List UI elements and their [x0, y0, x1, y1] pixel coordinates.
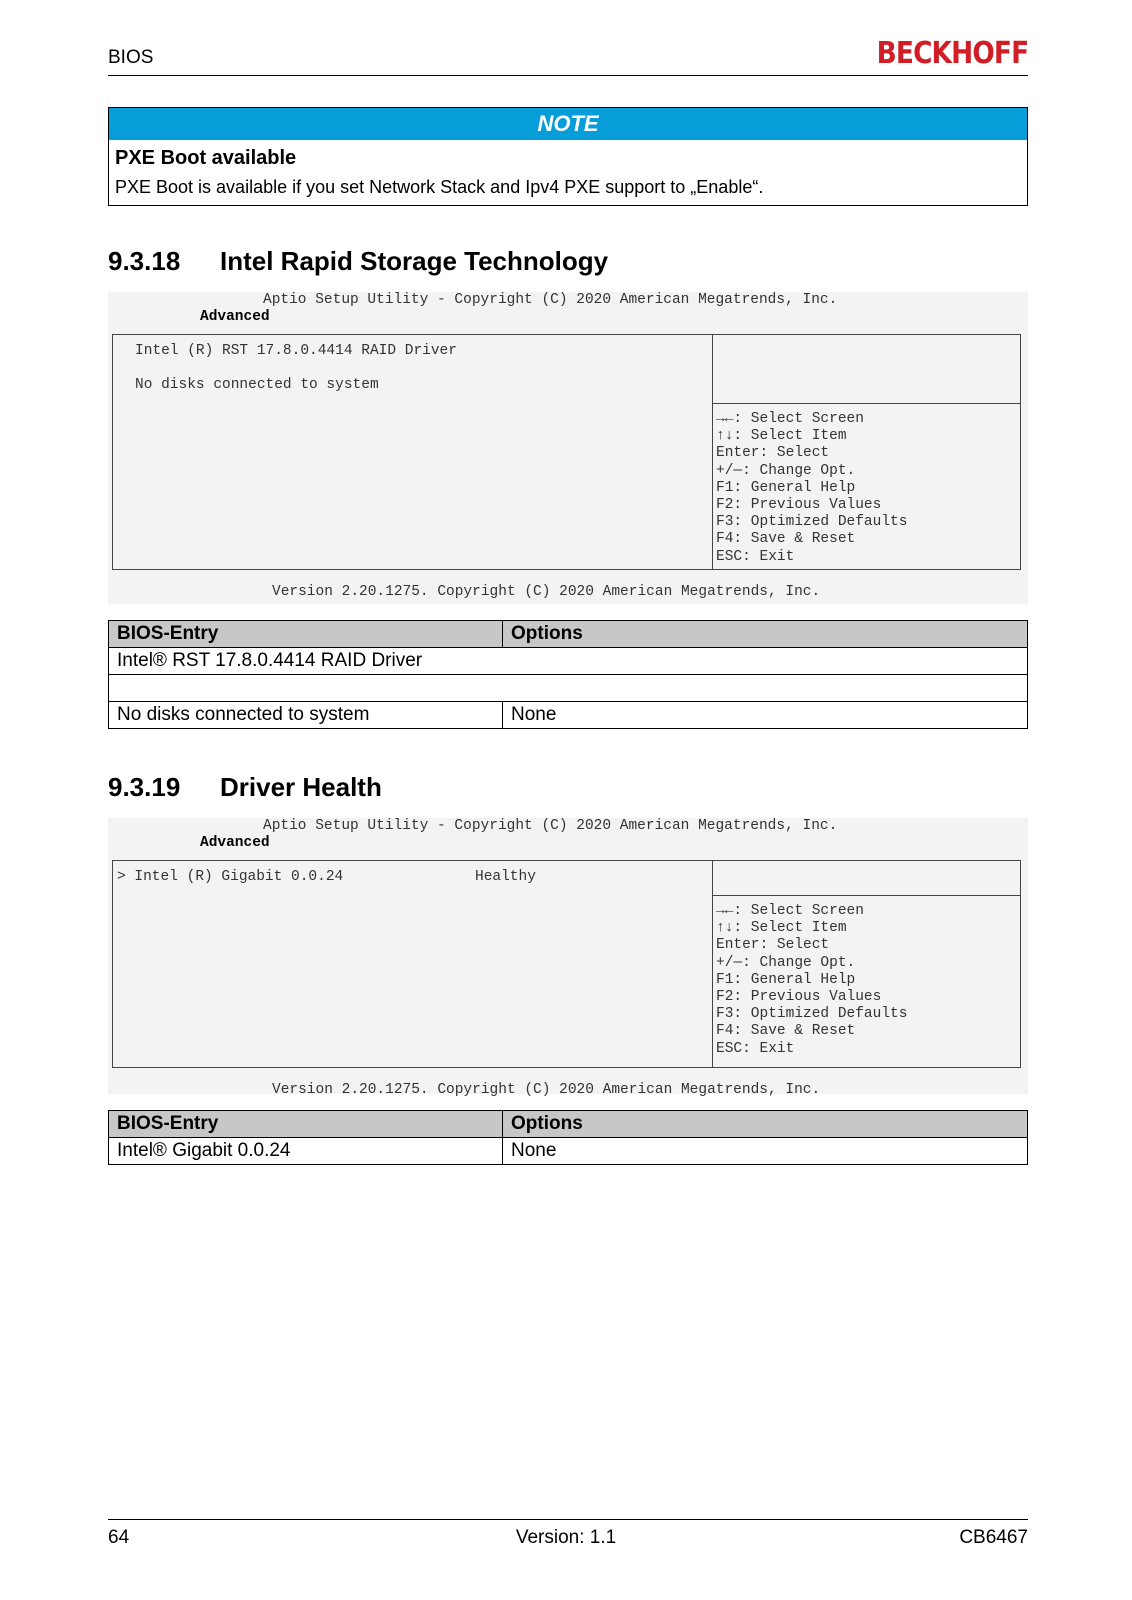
- help-exit: ESC: Exit: [716, 548, 795, 565]
- table-header-row: [109, 621, 1028, 648]
- bios-version: Version 2.20.1275. Copyright (C) 2020 American Megatrends, Inc.: [272, 584, 821, 600]
- bios-version: Version 2.20.1275. Copyright (C) 2020 American Megatrends, Inc.: [272, 1082, 821, 1098]
- note-label: NOTE: [109, 108, 1027, 140]
- help-select-item: ↑↓: Select Item: [716, 920, 847, 937]
- note-title: PXE Boot available: [115, 147, 297, 169]
- note-text: PXE Boot is available if you set Network Stack and Ipv4 PXE support to „Enable“.: [115, 177, 764, 197]
- footer-rule: [108, 1519, 1028, 1520]
- help-select-item: ↑↓: Select Item: [716, 428, 847, 445]
- bios-no-disks-item: No disks connected to system: [135, 377, 379, 393]
- bios-divider: [712, 335, 713, 569]
- section-title: Driver Health: [220, 772, 382, 802]
- bios-rst-driver-item: Intel (R) RST 17.8.0.4414 RAID Driver: [135, 343, 457, 359]
- help-previous: F2: Previous Values: [716, 497, 882, 514]
- table-header-options: Options: [503, 621, 1028, 648]
- header-rule: [108, 75, 1028, 76]
- table-header-row: [109, 1111, 1028, 1138]
- bios-tab-advanced: Advanced: [200, 309, 270, 325]
- table-cell: None: [503, 702, 1028, 729]
- bios-health-status: Healthy: [475, 869, 536, 885]
- bios-tab-advanced: Advanced: [200, 835, 270, 851]
- help-exit: ESC: Exit: [716, 1040, 795, 1057]
- help-save-reset: F4: Save & Reset: [716, 531, 856, 548]
- table-cell: No disks connected to system: [109, 702, 503, 729]
- bios-screen-rst: [108, 292, 1028, 604]
- table-row: [109, 675, 1028, 702]
- bios-screen-driver-health: [108, 818, 1028, 1098]
- bios-table-driver-health: [108, 1110, 1028, 1165]
- help-defaults: F3: Optimized Defaults: [716, 514, 908, 531]
- bios-help-rule: [712, 895, 1020, 896]
- note-box: [108, 107, 1028, 206]
- header-section-label: BIOS: [108, 47, 154, 68]
- table-header-entry: BIOS-Entry: [109, 621, 503, 648]
- help-enter: Enter: Select: [716, 445, 830, 462]
- beckhoff-logo: BECKHOFF: [876, 36, 1028, 71]
- bios-help-list: [716, 903, 907, 1058]
- table-cell: [109, 675, 1028, 702]
- help-previous: F2: Previous Values: [716, 989, 882, 1006]
- bios-divider: [712, 861, 713, 1067]
- section-number: 9.3.18: [108, 246, 181, 276]
- table-cell: Intel® RST 17.8.0.4414 RAID Driver: [109, 648, 1028, 675]
- section-title: Intel Rapid Storage Technology: [220, 246, 609, 276]
- bios-copyright: Aptio Setup Utility - Copyright (C) 2020 American Megatrends, Inc.: [263, 292, 838, 308]
- bios-help-list: [716, 411, 907, 566]
- footer-doc-id: CB6467: [959, 1527, 1028, 1548]
- help-select-screen: →←: Select Screen: [716, 903, 864, 919]
- table-cell: Intel® Gigabit 0.0.24: [109, 1138, 503, 1165]
- bios-copyright: Aptio Setup Utility - Copyright (C) 2020 American Megatrends, Inc.: [263, 818, 838, 834]
- bios-frame: [112, 334, 1021, 570]
- bios-gigabit-item[interactable]: > Intel (R) Gigabit 0.0.24: [117, 869, 344, 885]
- table-header-options: Options: [503, 1111, 1028, 1138]
- footer-page-number: 64: [108, 1527, 130, 1548]
- help-select-screen: →←: Select Screen: [716, 411, 864, 427]
- footer-version: Version: 1.1: [515, 1527, 617, 1548]
- section-number: 9.3.19: [108, 772, 181, 802]
- table-row: [109, 1138, 1028, 1165]
- bios-frame: [112, 860, 1021, 1068]
- help-enter: Enter: Select: [716, 937, 830, 954]
- table-row: [109, 702, 1028, 729]
- help-change-opt: +/—: Change Opt.: [716, 462, 856, 479]
- help-change-opt: +/—: Change Opt.: [716, 954, 856, 971]
- table-row: [109, 648, 1028, 675]
- help-defaults: F3: Optimized Defaults: [716, 1006, 908, 1023]
- bios-help-rule: [712, 403, 1020, 404]
- bios-table-rst: [108, 620, 1028, 729]
- help-save-reset: F4: Save & Reset: [716, 1023, 856, 1040]
- table-cell: None: [503, 1138, 1028, 1165]
- help-general: F1: General Help: [716, 479, 856, 496]
- table-header-entry: BIOS-Entry: [109, 1111, 503, 1138]
- help-general: F1: General Help: [716, 971, 856, 988]
